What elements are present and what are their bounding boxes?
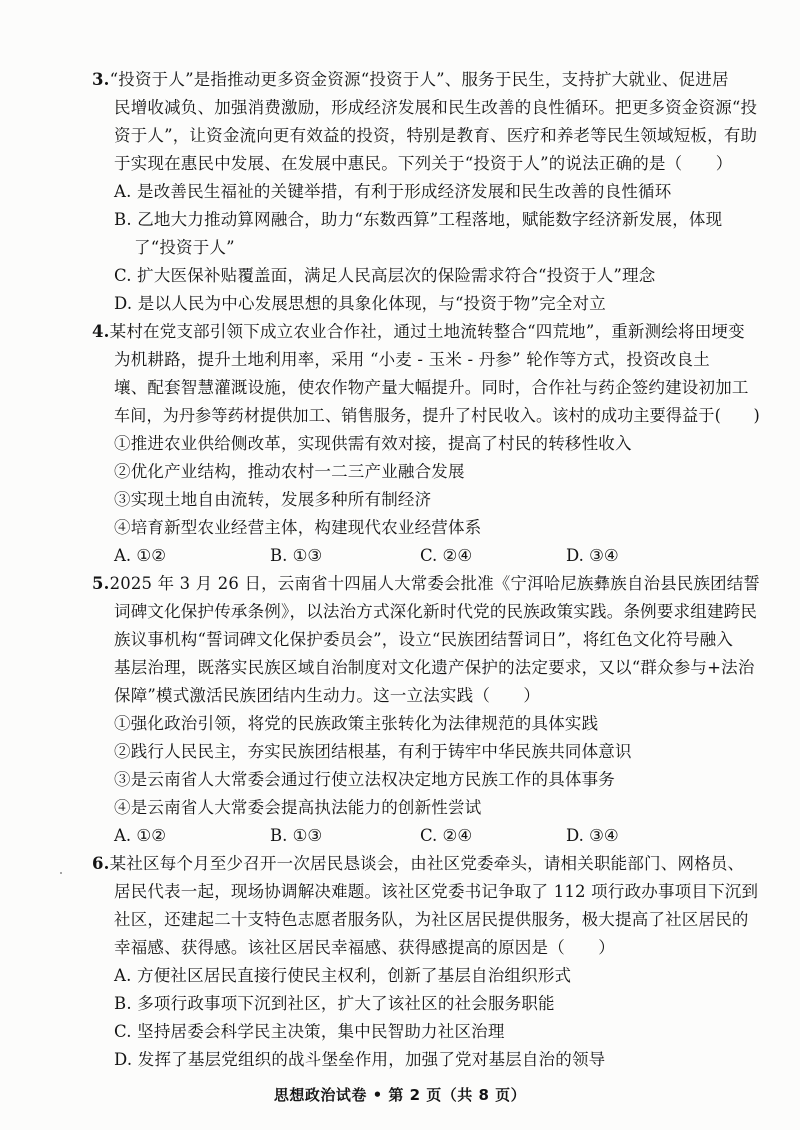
question-4-choice-d: D. ③④ xyxy=(566,546,619,565)
question-6-line-2: 居民代表一起，现场协调解决难题。该社区党委书记争取了 112 项行政办事项目下沉到 xyxy=(114,882,759,901)
question-4-line-4: 车间，为丹参等药材提供加工、销售服务，提升了村民收入。该村的成功主要得益于( ) xyxy=(114,406,760,425)
scan-speck xyxy=(60,872,62,874)
question-5-statement-3: ③是云南省人大常委会通过行使立法权决定地方民族工作的具体事务 xyxy=(114,770,615,789)
question-3-option-b-cont: 了“投资于人” xyxy=(134,238,235,257)
question-3-line-1: 3.“投资于人”是指推动更多资金资源“投资于人”、服务于民生，支持扩大就业、促进居 xyxy=(92,70,729,89)
question-6-line-3: 社区，还建起二十支特色志愿者服务队，为社区居民提供服务，极大提高了社区居民的 xyxy=(114,910,749,929)
question-3-option-d: D. 是以人民为中心发展思想的具象化体现，与“投资于物”完全对立 xyxy=(114,294,606,313)
question-6-option-d: D. 发挥了基层党组织的战斗堡垒作用，加强了党对基层自治的领导 xyxy=(114,1050,606,1069)
question-5-statement-4: ④是云南省人大常委会提高执法能力的创新性尝试 xyxy=(114,798,482,817)
page-footer: 思想政治试卷 • 第 2 页（共 8 页） xyxy=(273,1086,527,1104)
question-4-statement-4: ④培育新型农业经营主体，构建现代农业经营体系 xyxy=(114,518,482,537)
question-3-option-a: A. 是改善民生福祉的关键举措，有利于形成经济发展和民生改善的良性循环 xyxy=(114,182,672,201)
question-5-line-4: 基层治理，既落实民族区域自治制度对文化遗产保护的法定要求，又以“群众参与+法治 xyxy=(114,658,755,677)
question-3-number: 3. xyxy=(92,70,110,89)
question-6-line-4: 幸福感、获得感。该社区居民幸福感、获得感提高的原因是（ ） xyxy=(114,938,615,957)
question-4-choice-c: C. ②④ xyxy=(420,546,473,565)
question-6-line-1: 6.某社区每个月至少召开一次居民恳谈会，由社区党委牵头，请相关职能部门、网格员、 xyxy=(92,854,745,873)
question-3-line-4: 于实现在惠民中发展、在发展中惠民。下列关于“投资于人”的说法正确的是（ ） xyxy=(114,154,733,173)
question-6-number: 6. xyxy=(92,854,110,873)
question-3-line-2: 民增收减负、加强消费激励，形成经济发展和民生改善的良性循环。把更多资金资源“投 xyxy=(114,98,758,117)
question-4-choice-a: A. ①② xyxy=(114,546,167,565)
question-5-line-3: 族议事机构“誓词碑文化保护委员会”，设立“民族团结誓词日”，将红色文化符号融入 xyxy=(114,630,734,649)
question-5-statement-1: ①强化政治引领，将党的民族政策主张转化为法律规范的具体实践 xyxy=(114,714,599,733)
question-3-line-3: 资于人”，让资金流向更有效益的投资，特别是教育、医疗和养老等民生领域短板，有助 xyxy=(114,126,758,145)
question-5-line-2: 词碑文化保护传承条例》，以法治方式深化新时代党的民族政策实践。条例要求组建跨民 xyxy=(114,602,758,621)
question-4-statement-2: ②优化产业结构，推动农村一二三产业融合发展 xyxy=(114,462,465,481)
question-4-choice-b: B. ①③ xyxy=(270,546,323,565)
question-4-line-2: 为机耕路，提升土地利用率，采用 “小麦 - 玉米 - 丹参” 轮作等方式，投资改良土 xyxy=(114,350,710,369)
question-6-option-c: C. 坚持居委会科学民主决策，集中民智助力社区治理 xyxy=(114,1022,505,1041)
question-5-choice-c: C. ②④ xyxy=(420,826,473,845)
question-4-line-3: 壤、配套智慧灌溉设施，使农作物产量大幅提升。同时，合作社与药企签约建设初加工 xyxy=(114,378,749,397)
question-6-option-b: B. 多项行政事项下沉到社区，扩大了该社区的社会服务职能 xyxy=(114,994,555,1013)
question-5-line-5: 保障”模式激活民族团结内生动力。这一立法实践（ ） xyxy=(114,686,541,705)
question-4-number: 4. xyxy=(92,322,110,341)
question-4-statement-1: ①推进农业供给侧改革，实现供需有效对接，提高了村民的转移性收入 xyxy=(114,434,632,453)
question-6-option-a: A. 方便社区居民直接行使民主权利，创新了基层自治组织形式 xyxy=(114,966,572,985)
question-5-statement-2: ②践行人民民主，夯实民族团结根基，有利于铸牢中华民族共同体意识 xyxy=(114,742,632,761)
question-3-option-c: C. 扩大医保补贴覆盖面，满足人民高层次的保险需求符合“投资于人”理念 xyxy=(114,266,656,285)
question-4-line-1: 4.某村在党支部引领下成立农业合作社，通过土地流转整合“四荒地”，重新测绘将田埂变 xyxy=(92,322,745,341)
question-4-statement-3: ③实现土地自由流转，发展多种所有制经济 xyxy=(114,490,432,509)
question-3-option-b: B. 乙地大力推动算网融合，助力“东数西算”工程落地，赋能数字经济新发展，体现 xyxy=(114,210,723,229)
question-5-choice-a: A. ①② xyxy=(114,826,167,845)
question-5-line-1: 5.2025 年 3 月 26 日，云南省十四届人大常委会批准《宁洱哈尼族彝族自治县民族团结誓 xyxy=(92,574,760,593)
question-5-choice-d: D. ③④ xyxy=(566,826,619,845)
question-5-number: 5. xyxy=(92,574,110,593)
question-5-choice-b: B. ①③ xyxy=(270,826,323,845)
